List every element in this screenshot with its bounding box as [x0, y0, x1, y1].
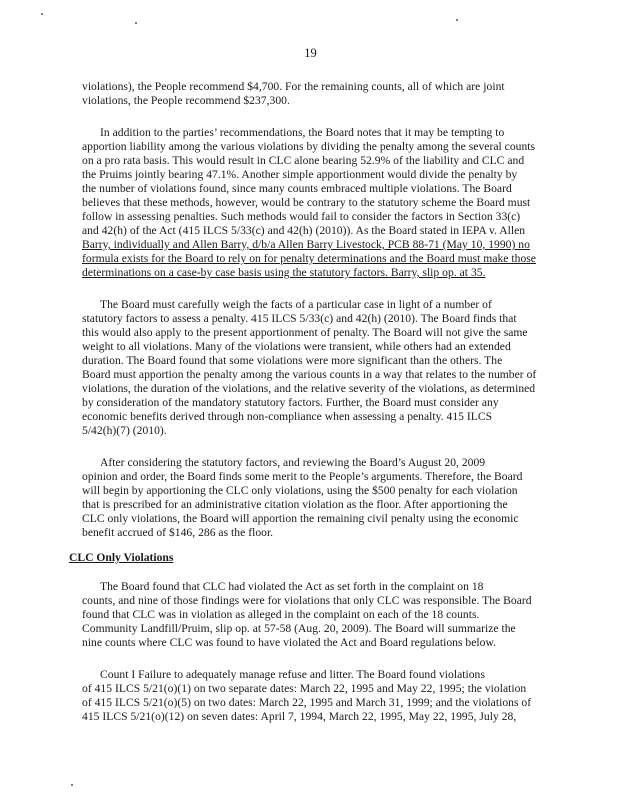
text-line: The Board found that CLC had violated the Act as set forth in the complaint on 18 [100, 580, 484, 593]
count-heading-line: Count I Failure to adequately manage refuse and litter. The Board found violations [100, 668, 485, 681]
text-line: Community Landfill/Pruim, slip op. at 57-58 (Aug. 20, 2009). The Board will summarize the [82, 622, 516, 635]
text-line: violations), the People recommend $4,700. For the remaining counts, all of which are joint [82, 80, 505, 93]
section-heading: CLC Only Violations [69, 551, 174, 564]
text-line: follow in assessing penalties. Such methods would fail to consider the factors in Section 33(c) [82, 210, 521, 223]
text-line: Board must apportion the penalty among the various counts in a way that relates to the number of [82, 368, 537, 381]
text-line: found that CLC was in violation as alleged in the complaint on each of the 18 counts. [82, 608, 480, 621]
text-line: the Pruims jointly bearing 47.1%. Another simple apportionment would divide the penalty by [82, 168, 518, 181]
scan-speck [41, 13, 43, 15]
text-line: weight to all violations. Many of the violations were transient, while others had an extended [82, 340, 511, 353]
text-line: duration. The Board found that some violations were more significant than the others. The [82, 354, 503, 367]
text-line: violations, the People recommend $237,300. [82, 94, 290, 107]
text-line: apportion liability among the various violations by dividing the penalty among the several counts [82, 140, 536, 153]
text-line: The Board must carefully weigh the facts of a particular case in light of a number of [100, 298, 492, 311]
text-line: formula exists for the Board to rely on for penalty determinations and the Board must make those [82, 252, 536, 265]
case-citation-line: Barry, individually and Allen Barry, d/b/a Allen Barry Livestock, PCB 88-71 (May 10, 1990) no [82, 238, 530, 251]
text-line: will begin by apportioning the CLC only violations, using the $500 penalty for each violation [82, 484, 518, 497]
text-line: In addition to the parties’ recommendations, the Board notes that it may be tempting to [100, 126, 505, 139]
text-line: CLC only violations, the Board will apportion the remaining civil penalty using the economic [82, 512, 519, 525]
text-line: the number of violations found, since many counts embraced multiple violations. The Board [82, 182, 512, 195]
text-line: of 415 ILCS 5/21(o)(1) on two separate dates: March 22, 1995 and May 22, 1995; the violation [82, 682, 527, 695]
scan-speck [71, 784, 73, 786]
text-line: that is prescribed for an administrative citation violation as the floor. After apportioning the [82, 498, 508, 511]
text-line: and 42(h) of the Act (415 ILCS 5/33(c) and 42(h) (2010)). As the Board stated in IEPA v. Allen [82, 224, 526, 237]
text-line: this would also apply to the present apportionment of penalty. The Board will not give the same [82, 326, 528, 339]
text-line: opinion and order, the Board finds some merit to the People’s arguments. Therefore, the Board [82, 470, 523, 483]
text-line: of 415 ILCS 5/21(o)(5) on two dates: March 22, 1995 and March 31, 1999; and the violations of [82, 696, 532, 709]
text-line: 415 ILCS 5/21(o)(12) on seven dates: April 7, 1994, March 22, 1995, May 22, 1995, July 28, [82, 710, 517, 723]
scan-speck [456, 19, 458, 21]
text-line: statutory factors to assess a penalty. 415 ILCS 5/33(c) and 42(h) (2010). The Board finds that [82, 312, 517, 325]
text-line: After considering the statutory factors, and reviewing the Board’s August 20, 2009 [100, 456, 486, 469]
scan-speck [135, 22, 137, 24]
text-line: by consideration of the mandatory statutory factors. Further, the Board must consider any [82, 396, 499, 409]
text-line: counts, and nine of those findings were for violations that only CLC was responsible. The Board [82, 594, 532, 607]
text-line: 5/42(h)(7) (2010). [82, 424, 167, 437]
text-line: benefit accrued of $146, 286 as the floor. [82, 526, 274, 539]
text-line: economic benefits derived through non-compliance when assessing a penalty. 415 ILCS [82, 410, 493, 423]
text-line: nine counts where CLC was found to have violated the Act and Board regulations below. [82, 636, 497, 649]
text-line: violations, the duration of the violations, and the relative severity of the violations, as determined [82, 382, 536, 395]
page-number: 19 [304, 46, 317, 60]
text-line: on a pro rata basis. This would result in CLC alone bearing 52.9% of the liability and CLC and [82, 154, 525, 167]
text-line: determinations on a case-by case basis using the statutory factors. Barry, slip op. at 35. [82, 266, 486, 279]
text-line: believes that these methods, however, would be contrary to the statutory scheme the Board must [82, 196, 531, 209]
